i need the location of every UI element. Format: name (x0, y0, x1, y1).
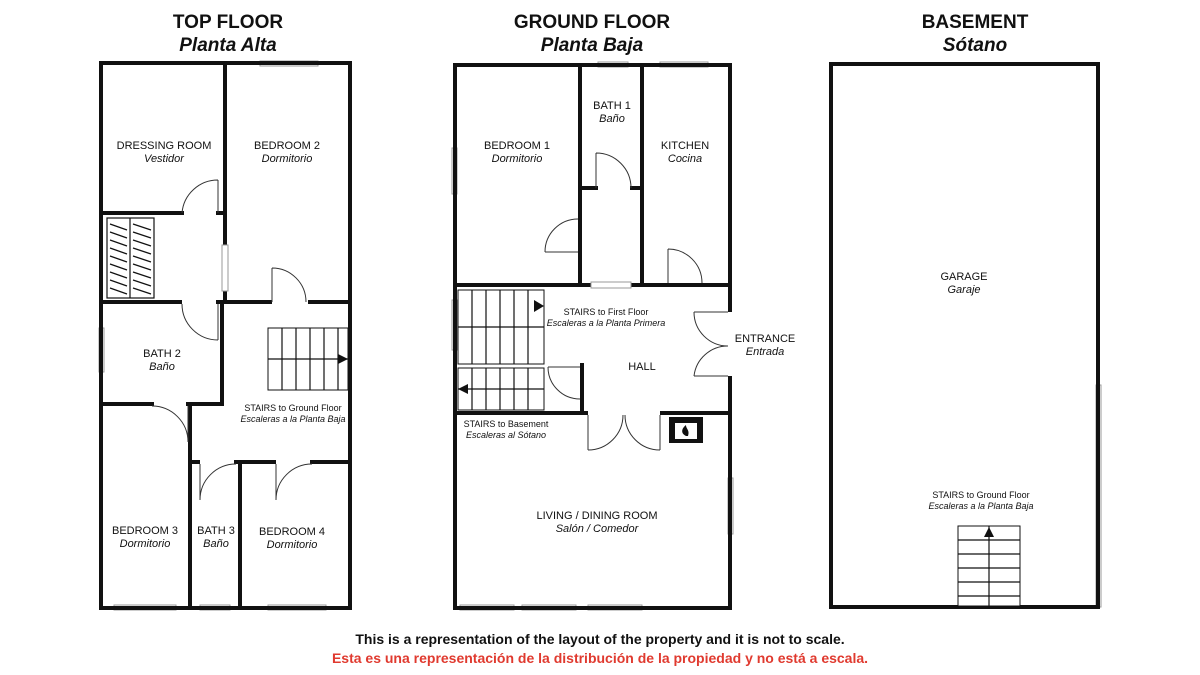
dressing-room-sublabel: Vestidor (144, 153, 184, 165)
bedroom-4-sublabel: Dormitorio (266, 539, 318, 551)
basement-stairs-sublabel: Escaleras a la Planta Baja (928, 501, 1034, 511)
bedroom-3-label: BEDROOM 3 (111, 525, 179, 537)
basement-plan (831, 12, 1101, 607)
kitchen-label: KITCHEN (660, 140, 710, 152)
stairs-down-label: STAIRS to Basement (463, 419, 549, 429)
top-floor-title: TOP FLOOR (172, 12, 284, 33)
living-dining-label: LIVING / DINING ROOM (536, 510, 658, 522)
door-swing (548, 367, 580, 399)
door-swing (668, 249, 702, 283)
bedroom-1-sublabel: Dormitorio (491, 153, 543, 165)
door-swing (182, 304, 218, 340)
door-swing (200, 464, 236, 500)
ground-floor-plan (452, 12, 795, 610)
dressing-room-label: DRESSING ROOM (116, 140, 212, 152)
bath-1-label: BATH 1 (593, 100, 631, 112)
top-floor-plan (99, 12, 350, 610)
bedroom-1-label: BEDROOM 1 (483, 140, 551, 152)
doorway (591, 282, 631, 288)
door-swing (545, 219, 578, 252)
hall-label: HALL (628, 361, 656, 373)
top-stairs-label: STAIRS to Ground Floor (244, 403, 342, 413)
bath-3-label: BATH 3 (197, 525, 235, 537)
basement-subtitle: Sótano (942, 35, 1008, 56)
bedroom-3-sublabel: Dormitorio (119, 538, 171, 550)
sliding-door (222, 245, 228, 291)
bath-2-sublabel: Baño (149, 361, 175, 373)
door-swing (152, 406, 188, 442)
entrance-label: ENTRANCE (734, 333, 796, 345)
basement-title: BASEMENT (921, 12, 1029, 33)
ground-floor-title: GROUND FLOOR (513, 12, 671, 33)
bath-3-sublabel: Baño (203, 538, 229, 550)
living-dining-sublabel: Salón / Comedor (555, 523, 639, 535)
garage-label: GARAGE (940, 271, 988, 283)
living-double-door (588, 415, 660, 450)
entrance-double-door (694, 312, 728, 376)
basement-stairs-label: STAIRS to Ground Floor (932, 490, 1030, 500)
entrance-sublabel: Entrada (745, 346, 785, 358)
door-swing (276, 464, 312, 500)
disclaimer-spanish: Esta es una representación de la distribución de la propiedad y no está a escala. (331, 650, 869, 666)
stairs-up-label: STAIRS to First Floor (563, 307, 649, 317)
stairs-to-first-floor (458, 290, 544, 364)
door-swing (272, 268, 306, 302)
stairs-up-sublabel: Escaleras a la Planta Primera (546, 318, 666, 328)
top-floor-staircase (268, 328, 348, 390)
fireplace-icon (669, 417, 703, 443)
bedroom-2-label: BEDROOM 2 (253, 140, 321, 152)
garage-sublabel: Garaje (947, 284, 981, 296)
top-floor-subtitle: Planta Alta (179, 35, 277, 56)
stairs-to-basement (458, 368, 544, 410)
kitchen-sublabel: Cocina (667, 153, 703, 165)
bedroom-2-sublabel: Dormitorio (261, 153, 313, 165)
disclaimer-english: This is a representation of the layout of the property and it is not to scale. (355, 631, 845, 647)
bedroom-4-label: BEDROOM 4 (258, 526, 326, 538)
door-swing (596, 153, 631, 188)
top-stairs-sublabel: Escaleras a la Planta Baja (240, 414, 346, 424)
bath-1-sublabel: Baño (599, 113, 625, 125)
door-swing (182, 180, 218, 213)
basement-staircase (958, 526, 1020, 606)
ground-floor-subtitle: Planta Baja (540, 35, 644, 56)
bath-2-label: BATH 2 (143, 348, 181, 360)
stairs-down-sublabel: Escaleras al Sótano (465, 430, 547, 440)
